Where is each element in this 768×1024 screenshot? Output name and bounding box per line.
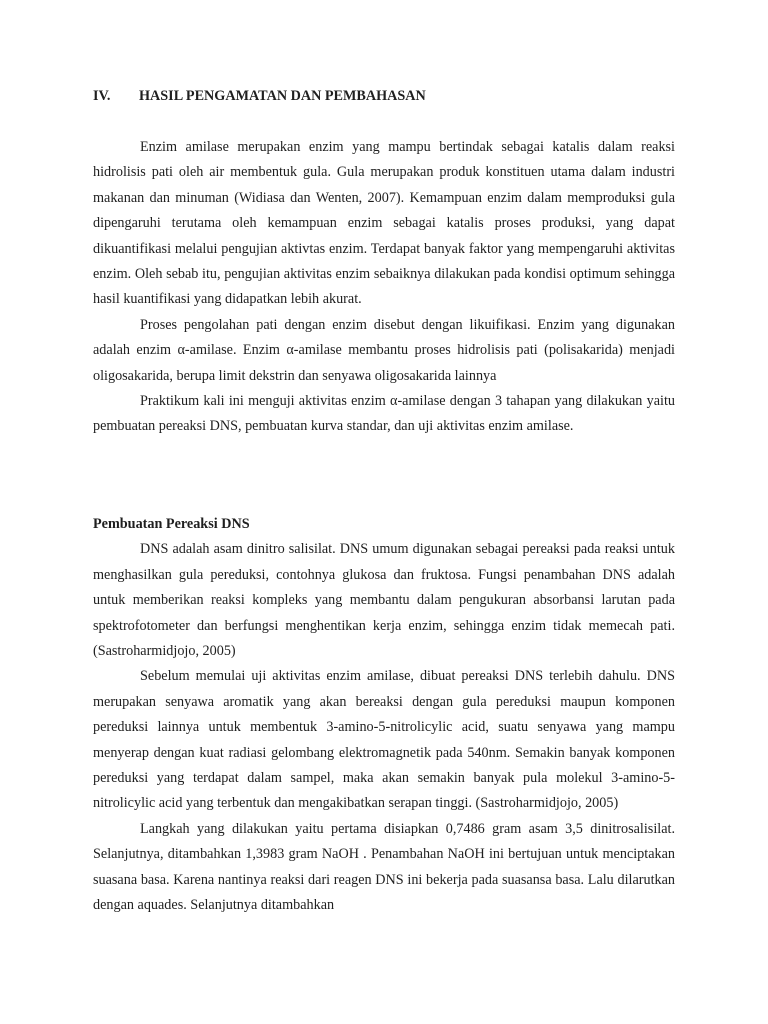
section-number: IV.	[93, 88, 111, 104]
section-title: HASIL PENGAMATAN DAN PEMBAHASAN	[139, 88, 426, 104]
dns-section-block	[93, 512, 675, 919]
section-heading	[93, 86, 426, 106]
paragraph-dns-preparation: Sebelum memulai uji aktivitas enzim amilase, dibuat pereaksi DNS terlebih dahulu. DNS merupakan senyawa aromatik yang akan bereaksi dengan gula pereduksi maupun komponen pereduksi lainnya untuk membentuk 3-amino-5-nitrolicylic acid, suatu senyawa yang mampu menyerap dengan kuat radiasi gelombang elektromagnetik pada 540nm. Semakin banyak komponen pereduksi yang terdapat dalam sampel, maka akan semakin banyak pula molekul 3-amino-5-nitrolicylic acid yang terbentuk dan mengakibatkan serapan tinggi. (Sastroharmidjojo, 2005)	[93, 668, 675, 812]
paragraph-praktikum: Praktikum kali ini menguji aktivitas enzim α-amilase dengan 3 tahapan yang dilakukan yaitu pembuatan pereaksi DNS, pembuatan kurva standar, dan uji aktivitas enzim amilase.	[93, 393, 675, 435]
paragraph-dns-steps: Langkah yang dilakukan yaitu pertama disiapkan 0,7486 gram asam 3,5 dinitrosalisilat. Selanjutnya, ditambahkan 1,3983 gram NaOH . Penambahan NaOH ini bertujuan untuk menciptakan suasana basa. Karena nantinya reaksi dari reagen DNS ini bekerja pada suasansa basa. Lalu dilarutkan dengan aquades. Selanjutnya ditambahkan	[93, 820, 675, 914]
subsection-heading: Pembuatan Pereaksi DNS	[93, 516, 250, 532]
paragraph-dns-definition: DNS adalah asam dinitro salisilat. DNS umum digunakan sebagai pereaksi pada reaksi untuk menghasilkan gula pereduksi, contohnya glukosa dan fruktosa. Fungsi penambahan DNS adalah untuk memberikan reaksi kompleks yang membantu dalam pengukuran absorbansi larutan pada spektrofotometer dan berfungsi menghentikan kerja enzim, sehingga enzim tidak memecah pati. (Sastroharmidjojo, 2005)	[93, 541, 675, 660]
paragraph-likuifikasi: Proses pengolahan pati dengan enzim disebut dengan likuifikasi. Enzim yang digunakan adalah enzim α-amilase. Enzim α-amilase membantu proses hidrolisis pati (polisakarida) menjadi oligosakarida, berupa limit dekstrin dan senyawa oligosakarida lainnya	[93, 316, 675, 384]
paragraph-enzim-amilase: Enzim amilase merupakan enzim yang mampu bertindak sebagai katalis dalam reaksi hidrolisis pati oleh air membentuk gula. Gula merupakan produk konstituen utama dalam industri makanan dan minuman (Widiasa dan Wenten, 2007). Kemampuan enzim dalam memproduksi gula dipengaruhi terutama oleh kemampuan enzim sebagai katalis proses produksi, yang dapat dikuantifikasi melalui pengujian aktivtas enzim. Terdapat banyak faktor yang mempengaruhi aktivitas enzim. Oleh sebab itu, pengujian aktivitas enzim sebaiknya dilakukan pada kondisi optimum sehingga hasil kuantifikasi yang didapatkan lebih akurat.	[93, 139, 675, 308]
intro-text-block	[93, 135, 675, 440]
